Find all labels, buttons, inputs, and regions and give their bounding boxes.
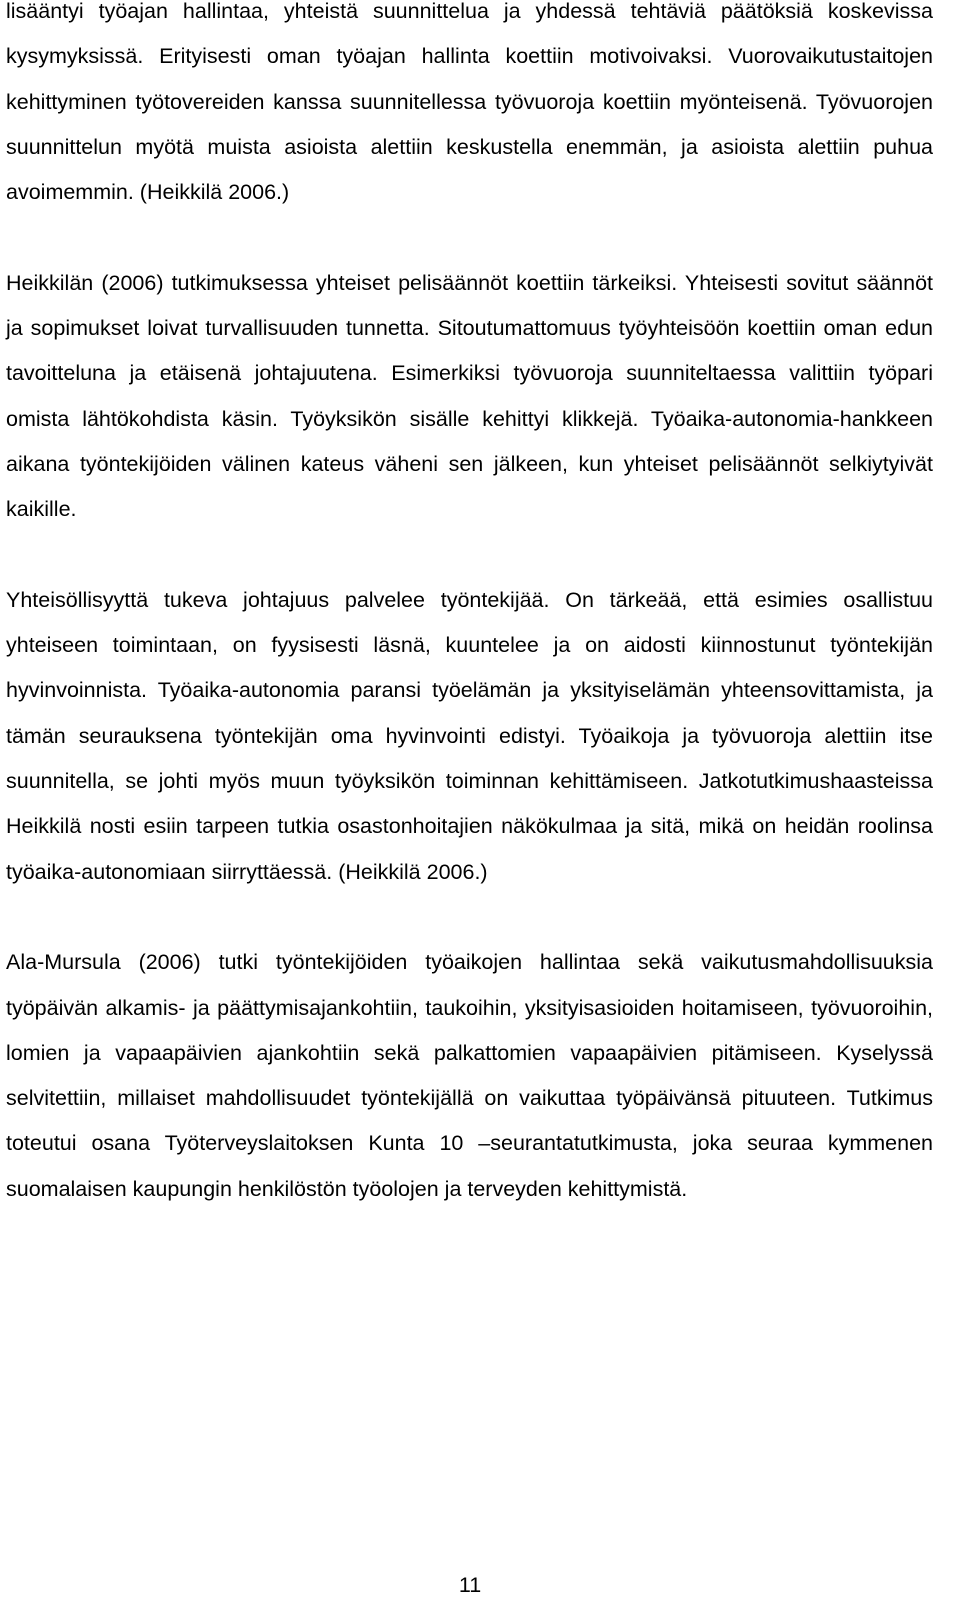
paragraph-community-leadership: Yhteisöllisyyttä tukeva johtajuus palvelee työntekijää. On tärkeää, että esimies osallistuu yhteiseen toimintaan, on fyysisesti läsnä, kuuntelee ja on aidosti kiinnostunut työntekijän hyvinvoinnista. Työaika-autonomia paransi työelämän ja yksityiselämän yhteensovittamista, ja tämän seurauksena työntekijän oma hyvinvointi edistyi. Työaikoja ja työvuoroja alettiin itse suunnitella, se johti myös muun työyksikön toiminnan kehittämiseen. Jatkotutkimushaasteissa Heikkilä nosti esiin tarpeen tutkia osastonhoitajien näkökulmaa ja sitä, mikä on heidän roolinsa työaika-autonomiaan siirryttäessä. (Heikkilä 2006.)	[6, 587, 933, 884]
paragraph-work-time-control: lisääntyi työajan hallintaa, yhteistä suunnittelua ja yhdessä tehtäviä päätöksiä koskevissa kysymyksissä. Erityisesti oman työajan hallinta koettiin motivoivaksi. Vuorovaikutustaitojen kehittyminen työtovereiden kanssa suunnitellessa työvuoroja koettiin myönteisenä. Työvuorojen suunnittelun myötä muista asioista alettiin keskustella enemmän, ja asioista alettiin puhua avoimemmin. (Heikkilä 2006.)	[6, 0, 933, 205]
body-text	[6, 0, 933, 1212]
page-number: 11	[458, 1573, 482, 1597]
paragraph-shared-rules: Heikkilän (2006) tutkimuksessa yhteiset pelisäännöt koettiin tärkeiksi. Yhteisesti sovitut säännöt ja sopimukset loivat turvallisuuden tunnetta. Sitoutumattomuus työyhteisöön koettiin oman edun tavoitteluna ja etäisenä johtajuutena. Esimerkiksi työvuoroja suunniteltaessa valittiin työpari omista lähtökohdista käsin. Työyksikön sisälle kehittyi klikkejä. Työaika-autonomia-hankkeen aikana työntekijöiden välinen kateus väheni sen jälkeen, kun yhteiset pelisäännöt selkiytyivät kaikille.	[6, 270, 933, 522]
paragraph-ala-mursula-study: Ala-Mursula (2006) tutki työntekijöiden työaikojen hallintaa sekä vaikutusmahdollisuuksia työpäivän alkamis- ja päättymisajankohtiin, taukoihin, yksityisasioiden hoitamiseen, työvuoroihin, lomien ja vapaapäivien ajankohtiin sekä palkattomien vapaapäivien pitämiseen. Kyselyssä selvitettiin, millaiset mahdollisuudet työntekijällä on vaikuttaa työpäivänsä pituuteen. Tutkimus toteutui osana Työterveyslaitoksen Kunta 10 –seurantatutkimusta, joka seuraa kymmenen suomalaisen kaupungin henkilöstön työolojen ja terveyden kehittymistä.	[6, 950, 933, 1201]
